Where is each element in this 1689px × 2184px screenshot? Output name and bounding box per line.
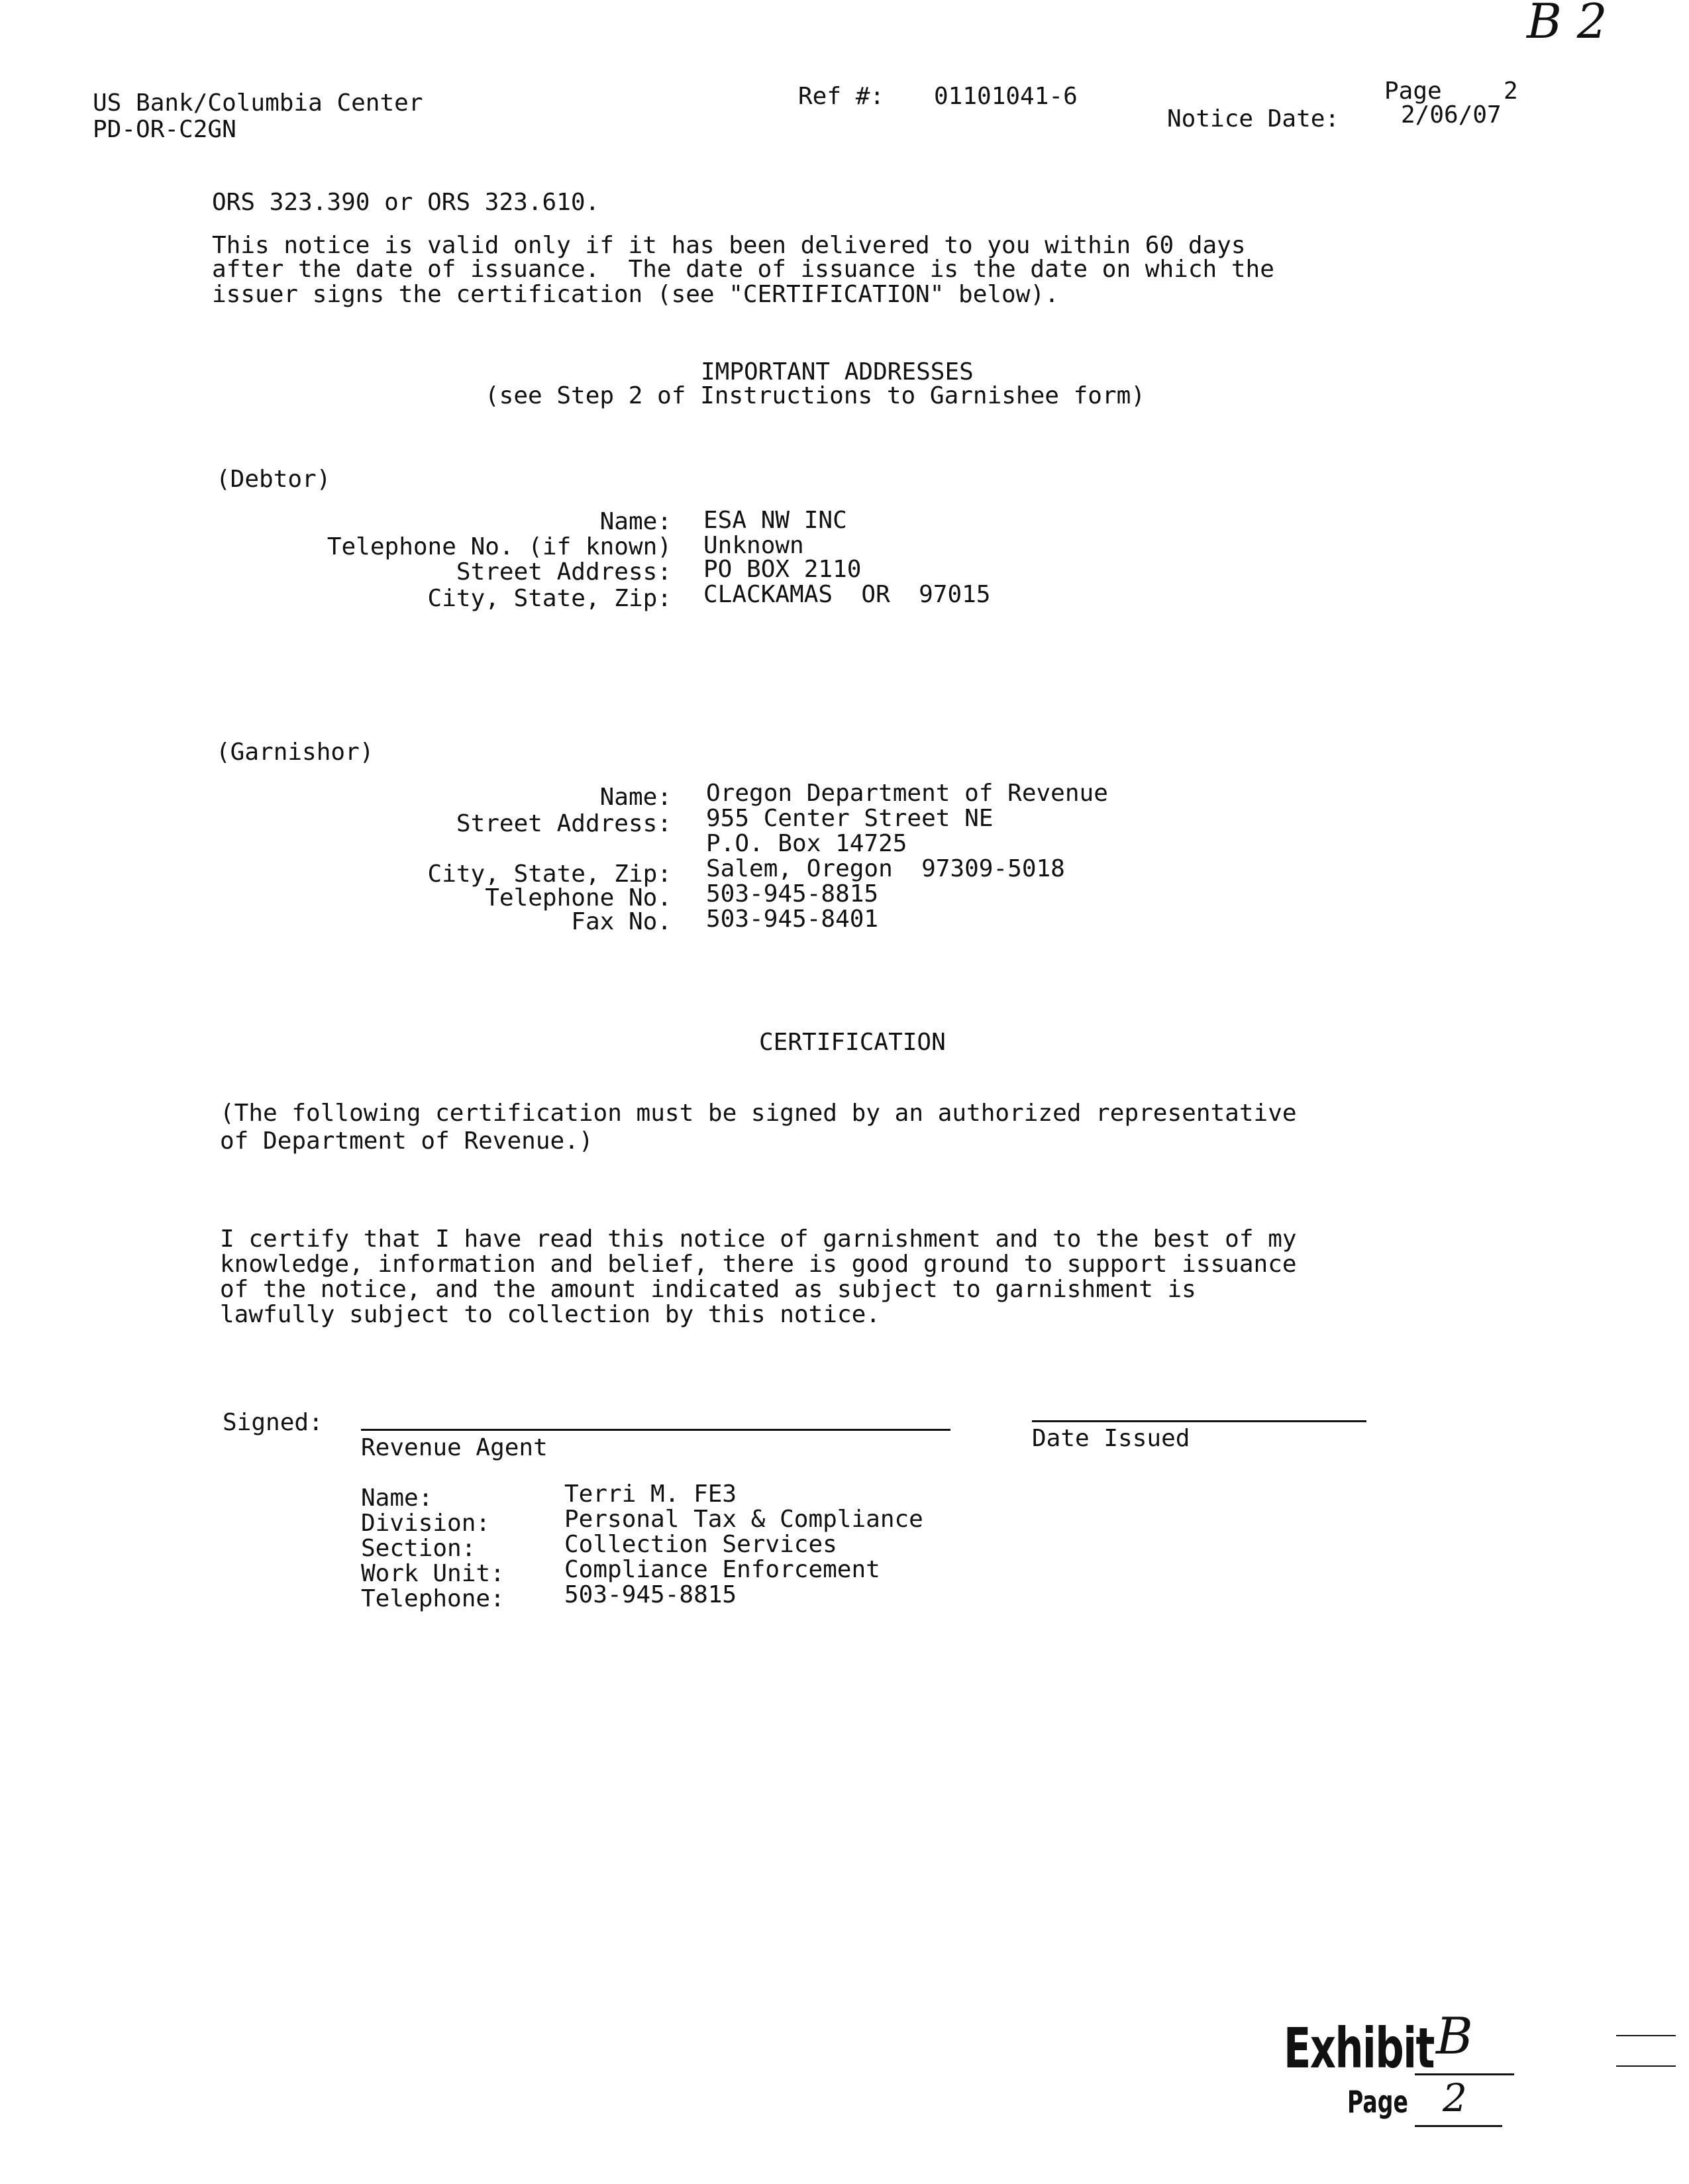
debtor-section-label: (Debtor): [216, 466, 331, 493]
date-issued-caption: Date Issued: [1032, 1425, 1190, 1452]
debtor-csz-label: City, State, Zip:: [427, 585, 672, 612]
garnishor-phone-label: Telephone No.: [485, 884, 672, 911]
garnishor-name: Oregon Department of Revenue: [706, 780, 1108, 807]
agent-phone: 503-945-8815: [564, 1581, 737, 1608]
debtor-phone-label: Telephone No. (if known): [327, 533, 672, 560]
addresses-heading: IMPORTANT ADDRESSES: [701, 358, 974, 386]
bank-name: US Bank/Columbia Center: [93, 89, 423, 117]
agent-division-label: Division:: [361, 1510, 491, 1537]
debtor-name-label: Name:: [599, 508, 672, 535]
ref-label: Ref #:: [798, 83, 885, 110]
ref-number: 01101041-6: [934, 83, 1078, 110]
debtor-street-label: Street Address:: [456, 558, 672, 586]
agent-section: Collection Services: [564, 1531, 837, 1558]
signature-line: [361, 1429, 950, 1431]
bank-code: PD-OR-C2GN: [93, 116, 236, 143]
debtor-phone: Unknown: [703, 532, 804, 559]
page-label: Page: [1384, 78, 1442, 105]
agent-name: Terri M. FE3: [564, 1481, 737, 1508]
garnishor-csz-label: City, State, Zip:: [427, 860, 672, 888]
garnishor-section-label: (Garnishor): [216, 739, 374, 766]
debtor-street: PO BOX 2110: [703, 556, 862, 583]
garnishor-street-2: P.O. Box 14725: [706, 830, 907, 857]
certification-heading: CERTIFICATION: [759, 1029, 946, 1056]
garnishor-fax: 503-945-8401: [706, 906, 879, 933]
page-number: 2: [1504, 78, 1518, 105]
validity-line-2: after the date of issuance. The date of issuance is the date on which the: [212, 256, 1274, 283]
exhibit-page-line: [1415, 2125, 1502, 2127]
debtor-csz: CLACKAMAS OR 97015: [703, 581, 991, 608]
certification-statement-line-4: lawfully subject to collection by this notice.: [220, 1301, 880, 1328]
notice-date: 2/06/07: [1401, 101, 1502, 129]
exhibit-page-number: 2: [1443, 2075, 1467, 2120]
agent-name-label: Name:: [361, 1484, 433, 1512]
exhibit-page-label: Page: [1347, 2084, 1408, 2120]
exhibit-letter: B: [1436, 2006, 1473, 2065]
agent-unit-label: Work Unit:: [361, 1560, 505, 1587]
handwritten-page-mark: B 2: [1527, 0, 1608, 49]
agent-phone-label: Telephone:: [361, 1585, 505, 1612]
debtor-name: ESA NW INC: [703, 507, 847, 534]
statute-reference: ORS 323.390 or ORS 323.610.: [212, 189, 600, 216]
signed-label: Signed:: [223, 1409, 323, 1436]
date-issued-line: [1032, 1420, 1366, 1422]
agent-section-label: Section:: [361, 1535, 476, 1562]
margin-mark-upper: [1616, 2035, 1676, 2036]
exhibit-label: Exhibit: [1284, 2016, 1434, 2081]
certification-note-line-2: of Department of Revenue.): [220, 1127, 593, 1155]
signature-caption: Revenue Agent: [361, 1434, 548, 1461]
validity-line-1: This notice is valid only if it has been delivered to you within 60 days: [212, 232, 1246, 259]
garnishor-csz: Salem, Oregon 97309-5018: [706, 855, 1065, 882]
certification-statement-line-3: of the notice, and the amount indicated as subject to garnishment is: [220, 1276, 1196, 1303]
certification-note-line-1: (The following certification must be signed by an authorized representative: [220, 1100, 1297, 1127]
validity-line-3: issuer signs the certification (see "CERTIFICATION" below).: [212, 281, 1059, 308]
garnishor-street-label: Street Address:: [456, 810, 672, 837]
certification-statement-line-2: knowledge, information and belief, there is good ground to support issuance: [220, 1251, 1297, 1278]
agent-division: Personal Tax & Compliance: [564, 1506, 923, 1533]
margin-mark-lower: [1616, 2065, 1676, 2067]
agent-unit: Compliance Enforcement: [564, 1556, 880, 1583]
garnishor-name-label: Name:: [599, 784, 672, 811]
garnishor-fax-label: Fax No.: [571, 908, 672, 935]
addresses-subheading: (see Step 2 of Instructions to Garnishee form): [485, 382, 1145, 409]
garnishor-phone: 503-945-8815: [706, 880, 879, 908]
garnishor-street-1: 955 Center Street NE: [706, 805, 994, 832]
notice-date-label: Notice Date:: [1167, 105, 1340, 132]
certification-statement-line-1: I certify that I have read this notice of garnishment and to the best of my: [220, 1225, 1297, 1253]
